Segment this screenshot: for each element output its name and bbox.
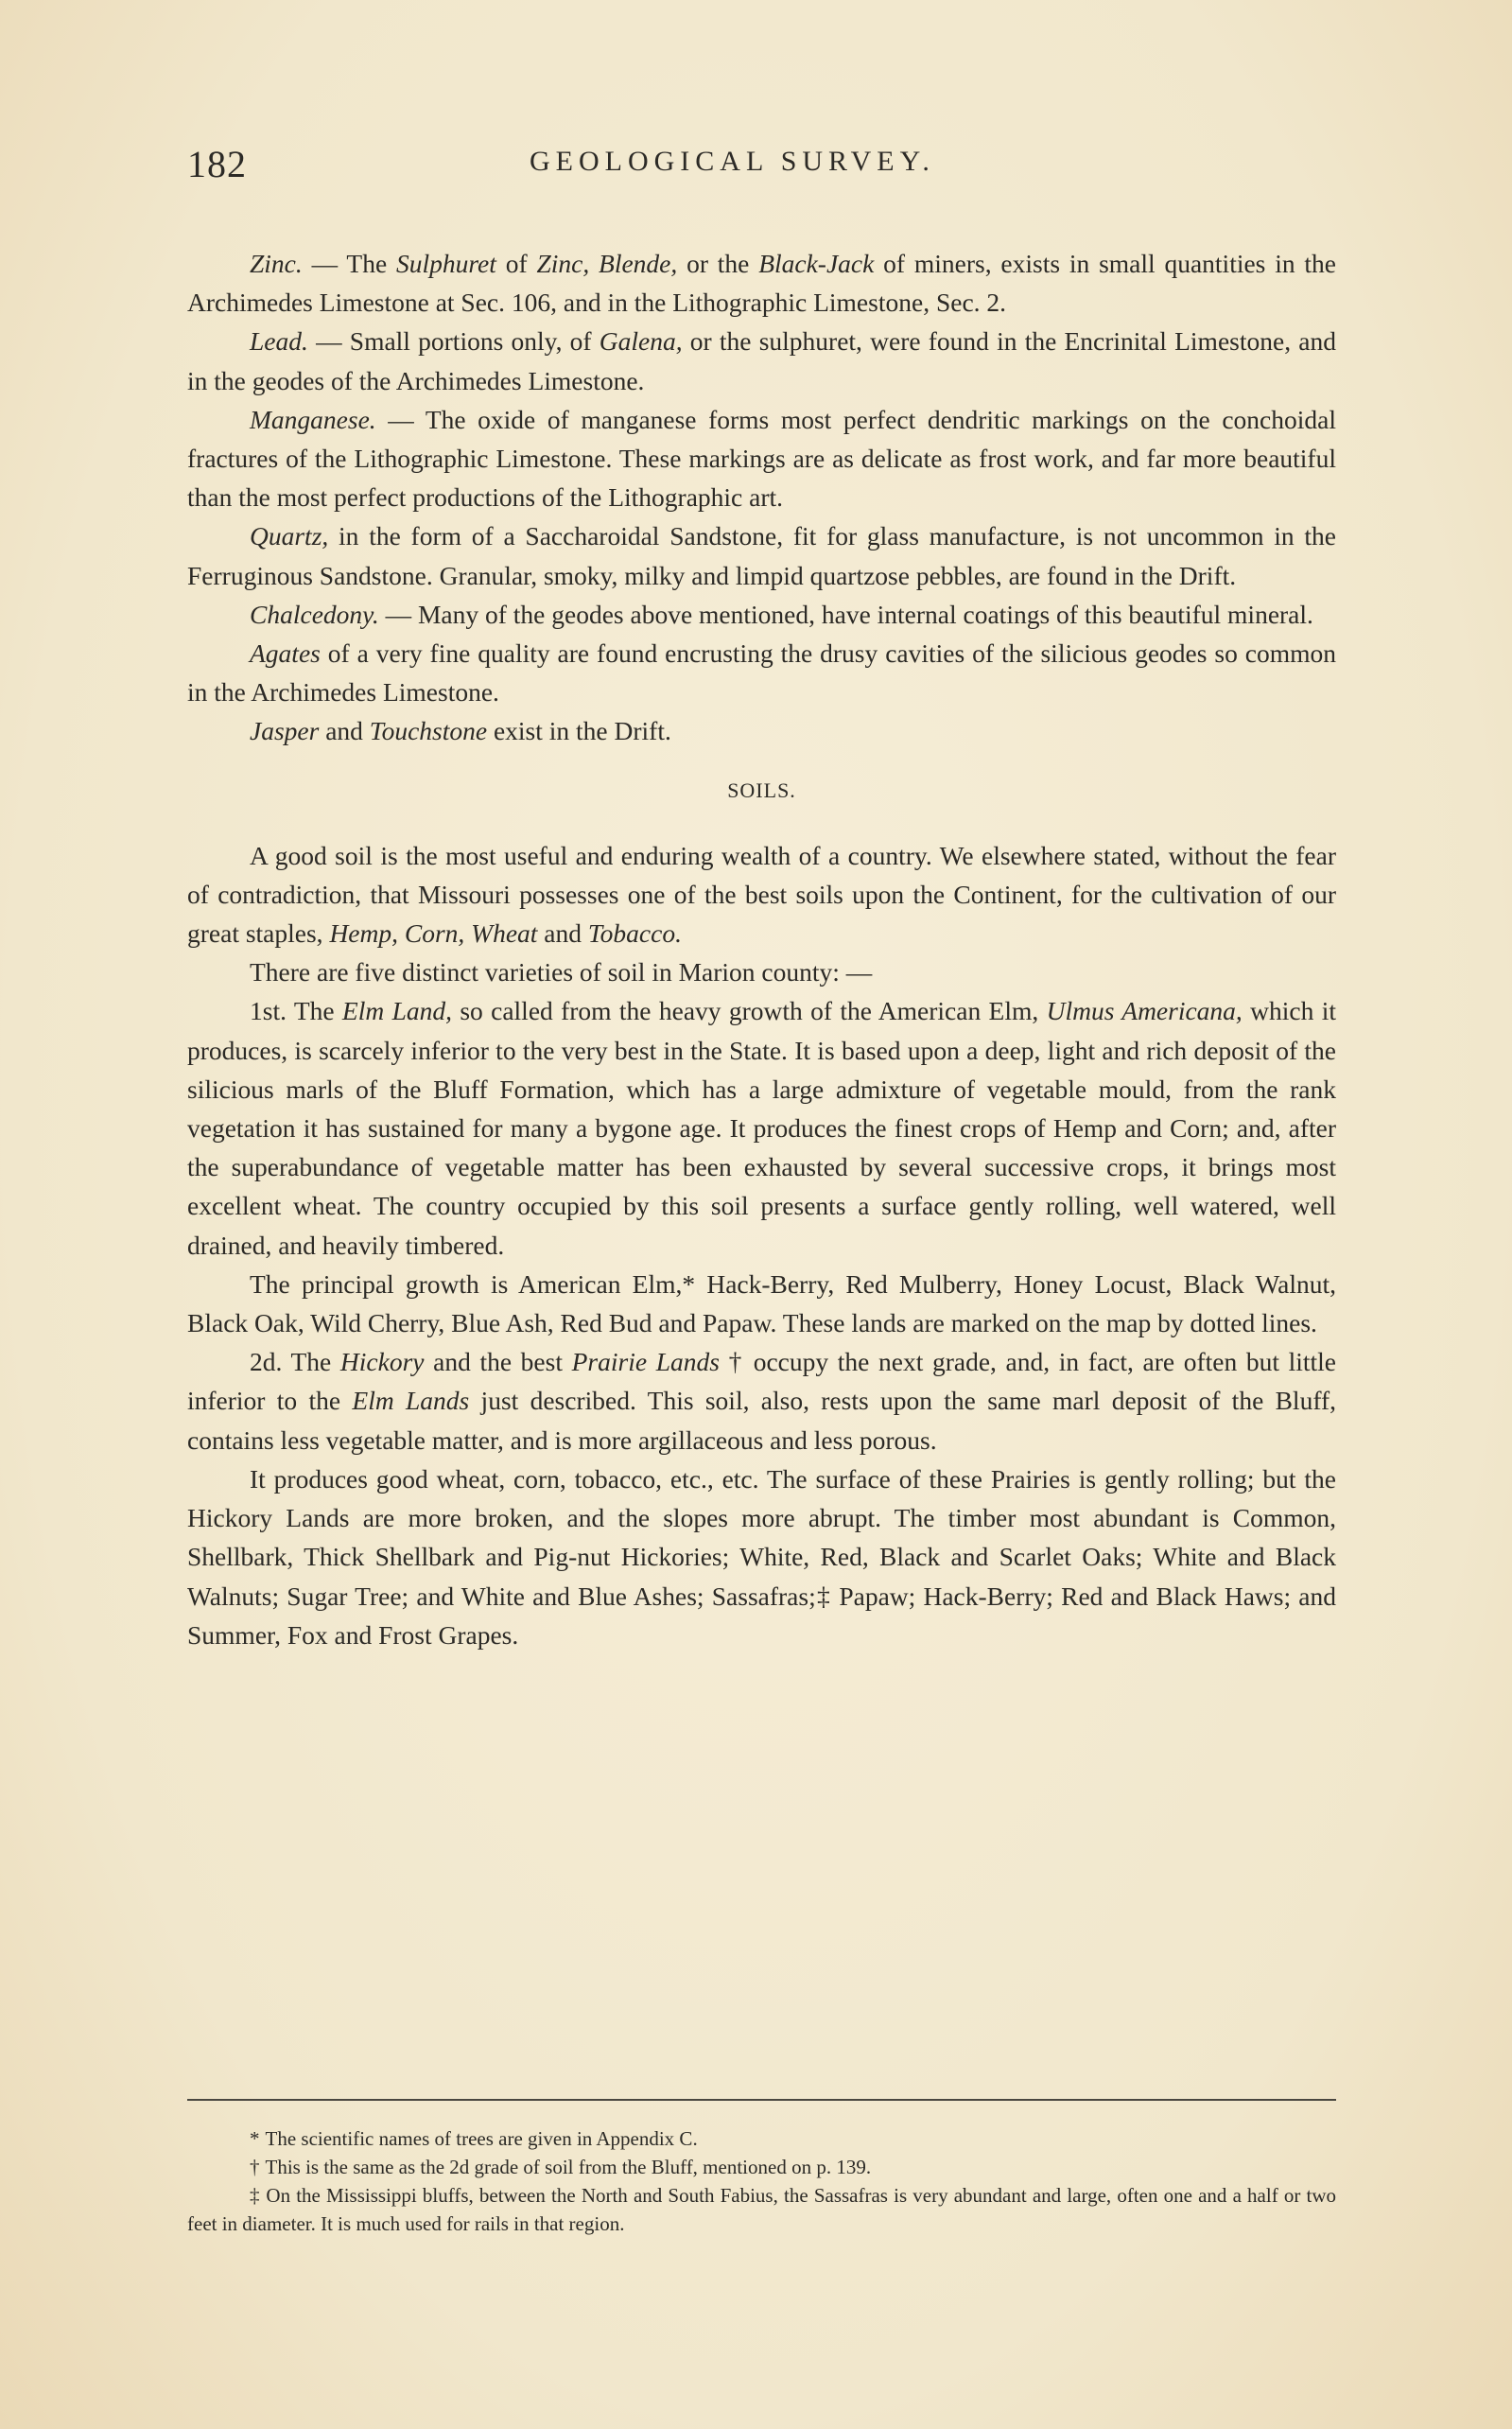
footnote-text: This is the same as the 2d grade of soil from the Bluff, mentioned on p. 139. (265, 2156, 872, 2178)
footnotes (187, 2124, 1336, 2238)
footnote-item (187, 2181, 1336, 2238)
italic-term: Hickory (339, 1347, 425, 1377)
text: just described. This soil, also, rests upon the same marl deposit of the Bluff, contains less vegetable matter, and is more argillaceous and less porous. (187, 1386, 1337, 1455)
text: which it produces, is scarcely inferior to the very best in the State. It is based upon a deep, light and rich deposit of the silicious marls of the Bluff Formation, which has a large admixture of vegetable mould, from the rank vegetation it has sustained for many a bygone age. It produces the finest crops of Hemp and Corn; and, after the superabundance of vegetable matter has been exhausted by several successive crops, it brings most excellent wheat. The country occupied by this soil presents a surface gently rolling, well watered, well drained, and heavily timbered. (187, 996, 1336, 1260)
text: occupy the next grade, and, in fact, are often but little inferior to the (187, 1347, 1337, 1416)
text: and the best (424, 1347, 572, 1377)
paragraph-varieties: There are five distinct varieties of soil in Marion county: — (250, 957, 873, 987)
paragraph-zinc (187, 244, 1336, 322)
paragraph-principal-growth (187, 1265, 1336, 1342)
paragraph-hickory (187, 1342, 1336, 1459)
text: and (537, 918, 588, 949)
page-header (187, 142, 1336, 189)
text: so called from the heavy growth of the American Elm, (451, 996, 1047, 1026)
italic-term: Zinc, Blende, (536, 249, 678, 278)
paragraph-quartz (187, 516, 1336, 594)
text: and (319, 716, 370, 746)
paragraph-lead (187, 322, 1336, 399)
text: Hack-Berry, Red Mulberry, Honey Locust, Black Walnut, Black Oak, Wild Cherry, Blue Ash, Red Bud and Papaw. These lands are marked on the map by dotted lines. (187, 1268, 1336, 1338)
text: or the (677, 249, 759, 278)
italic-term: Sulphuret (395, 249, 496, 278)
section-heading-soils: SOILS. (727, 778, 796, 802)
italic-term: Black-Jack (758, 249, 875, 278)
text: — The (302, 249, 396, 278)
footnote-mark: † (250, 2156, 260, 2178)
text: A good soil is the most useful and enduring wealth of a country. We elsewhere stated, without the fear of contradiction, that Missouri possesses one of the best soils upon the Continent, for the cultivation of our great staples, (187, 840, 1336, 949)
footnote-mark: † (719, 1347, 745, 1377)
paragraph-manganese (187, 400, 1336, 517)
entry-term: Zinc. (250, 249, 303, 278)
footnote-mark: * (250, 2127, 260, 2150)
footnote-mark: ‡ (250, 2184, 261, 2207)
text: — The oxide of manganese forms most perfect dendritic markings on the conchoidal fractures of the Lithographic Limestone. These markings are as delicate as frost work, and far more beautiful than the most perfect productions of the Lithographic art. (187, 404, 1336, 513)
italic-term: Ulmus Americana, (1046, 996, 1243, 1026)
footnote-text: On the Mississippi bluffs, between the North and South Fabius, the Sassafras is very abundant and large, often one and a half or two feet in diameter. It is much used for rails in that region. (187, 2184, 1336, 2235)
paragraph-elm-land (187, 991, 1336, 1264)
text: of miners, exists in small quantities in the Archimedes Limestone at Sec. 106, and in the Lithographic Limestone, Sec. 2. (187, 249, 1336, 318)
paragraph-produces (187, 1459, 1336, 1654)
paragraph-chalcedony (187, 595, 1336, 634)
text: of (495, 249, 537, 278)
text: or the sulphuret, were found in the Encrinital Limestone, and in the geodes of the Archimedes Limestone. (187, 326, 1336, 395)
text: Papaw; Hack-Berry; Red and Black Haws; and Summer, Fox and Frost Grapes. (187, 1581, 1337, 1650)
entry-term: Agates (250, 638, 321, 669)
entry-term: Jasper (250, 716, 320, 746)
entry-term: Manganese. (250, 404, 376, 434)
entry-term: Quartz, (250, 521, 329, 551)
paragraph-soil-intro (187, 836, 1336, 953)
italic-term: Galena, (599, 326, 683, 357)
italic-term: Tobacco. (587, 918, 682, 949)
page-body (187, 244, 1336, 1654)
italic-term: Touchstone (369, 716, 488, 746)
footnote-text: The scientific names of trees are given in Appendix C. (265, 2127, 698, 2150)
paragraph-jasper (187, 711, 1336, 750)
italic-term: Elm Land, (341, 996, 452, 1026)
italic-term: Elm Lands (352, 1386, 470, 1416)
footnote-mark: * (682, 1268, 696, 1299)
text: It produces good wheat, corn, tobacco, etc., etc. The surface of these Prairies is gently rolling; but the Hickory Lands are more broken, and the slopes more abrupt. The timber most abundant is Common, Shellbark, Thick Shellbark and Pig-nut Hickories; White, Red, Black and Scarlet Oaks; White and Black Walnuts; Sugar Tree; and White and Blue Ashes; Sassafras; (187, 1463, 1336, 1611)
italic-term: Prairie Lands (571, 1347, 720, 1377)
entry-term: Chalcedony. (250, 599, 379, 629)
text: — Small portions only, of (307, 326, 600, 357)
text: The principal growth is American Elm, (250, 1268, 683, 1299)
running-head: GEOLOGICAL SURVEY. (530, 146, 935, 177)
text: 2d. The (250, 1347, 340, 1377)
entry-term: Lead. (250, 326, 308, 357)
footnote-item (187, 2124, 1336, 2153)
text: exist in the Drift. (487, 716, 671, 746)
paragraph-agates (187, 634, 1336, 711)
text: 1st. The (250, 996, 342, 1026)
footnote-divider (187, 2099, 1336, 2101)
text: — Many of the geodes above mentioned, have internal coatings of this beautiful mineral. (378, 599, 1313, 629)
text: of a very fine quality are found encrusting the drusy cavities of the silicious geodes so common in the Archimedes Limestone. (187, 638, 1336, 708)
page-number: 182 (187, 143, 247, 185)
text: in the form of a Saccharoidal Sandstone, fit for glass manufacture, is not uncommon in the Ferruginous Sandstone. Granular, smoky, milky and limpid quartzose pebbles, are found in the Drift. (187, 521, 1336, 590)
italic-term: Hemp, Corn, Wheat (329, 918, 538, 949)
footnote-mark: ‡ (815, 1581, 832, 1611)
footnote-item (187, 2153, 1336, 2181)
